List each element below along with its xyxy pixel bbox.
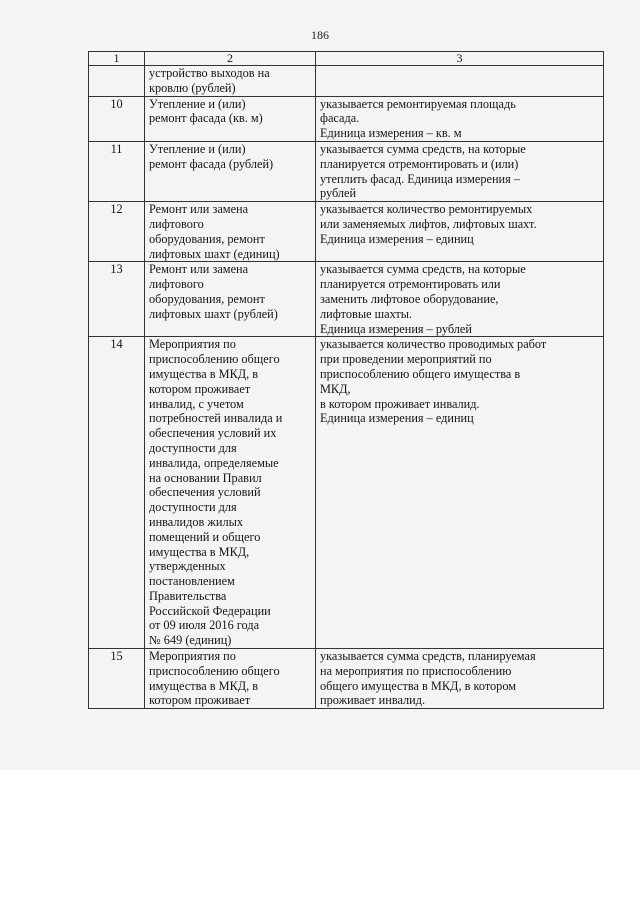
indicator-name: Ремонт или замена лифтового оборудования, ремонт лифтовых шахт (рублей) <box>145 262 316 337</box>
data-table <box>88 51 604 709</box>
indicator-description: указывается сумма средств, планируемая на мероприятия по приспособлению общего имущества в МКД, в котором проживает инвалид. <box>316 649 604 709</box>
table-row <box>89 202 604 262</box>
indicator-description <box>316 66 604 97</box>
row-number: 13 <box>89 262 145 337</box>
table-header-row <box>89 52 604 66</box>
table-row <box>89 141 604 201</box>
column-header: 1 <box>89 52 145 66</box>
indicator-name: Утепление и (или) ремонт фасада (рублей) <box>145 141 316 201</box>
indicator-name: Мероприятия по приспособлению общего имущества в МКД, в котором проживает <box>145 649 316 709</box>
row-number: 11 <box>89 141 145 201</box>
indicator-description: указывается ремонтируемая площадь фасада. Единица измерения – кв. м <box>316 96 604 141</box>
blank-background <box>0 770 640 905</box>
table-row <box>89 337 604 649</box>
row-number: 15 <box>89 649 145 709</box>
indicator-name: Ремонт или замена лифтового оборудования, ремонт лифтовых шахт (единиц) <box>145 202 316 262</box>
row-number <box>89 66 145 97</box>
table-row <box>89 96 604 141</box>
indicator-description: указывается сумма средств, на которые планируется отремонтировать или заменить лифтовое оборудование, лифтовые шахты. Единица измерения – рублей <box>316 262 604 337</box>
row-number: 14 <box>89 337 145 649</box>
table-row <box>89 649 604 709</box>
column-header: 3 <box>316 52 604 66</box>
table-row <box>89 66 604 97</box>
indicator-description: указывается количество ремонтируемых или заменяемых лифтов, лифтовых шахт. Единица измерения – единиц <box>316 202 604 262</box>
column-header: 2 <box>145 52 316 66</box>
indicator-name: Утепление и (или) ремонт фасада (кв. м) <box>145 96 316 141</box>
indicator-description: указывается сумма средств, на которые планируется отремонтировать и (или) утеплить фасад. Единица измерения – рублей <box>316 141 604 201</box>
row-number: 10 <box>89 96 145 141</box>
row-number: 12 <box>89 202 145 262</box>
table-row <box>89 262 604 337</box>
indicator-name: устройство выходов на кровлю (рублей) <box>145 66 316 97</box>
page-number: 186 <box>311 28 329 42</box>
indicator-name: Мероприятия по приспособлению общего имущества в МКД, в котором проживает инвалид, с учетом потребностей инвалида и обеспечения условий их доступности для инвалида, определяемые на основании Правил обеспечения условий доступности для инвалидов жилых помещений и общего имущества в МКД, утвержденных постановлением Правительства Российской Федерации от 09 июля 2016 года № 649 (единиц) <box>145 337 316 649</box>
indicator-description: указывается количество проводимых работ при проведении мероприятий по приспособлению общего имущества в МКД, в котором проживает инвалид. Единица измерения – единиц <box>316 337 604 649</box>
